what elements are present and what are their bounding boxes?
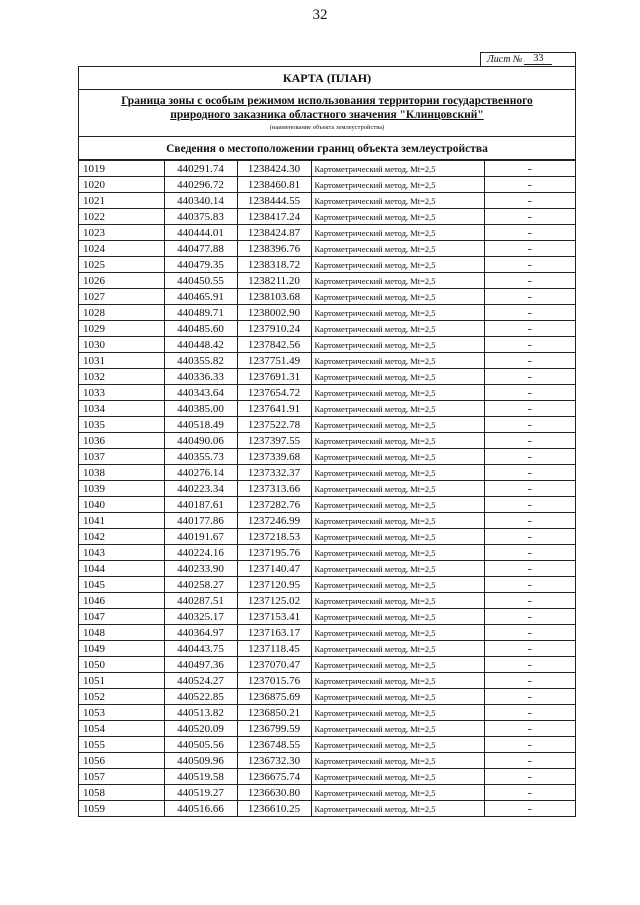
point-number: 1042 (79, 529, 164, 545)
point-number: 1026 (79, 273, 164, 289)
coordinate-y: 1238002.90 (237, 305, 311, 321)
table-row (79, 609, 575, 625)
table-row (79, 753, 575, 769)
object-name-line-1: Граница зоны с особым режимом использования территории государственного (121, 95, 533, 107)
point-number: 1045 (79, 577, 164, 593)
table-row (79, 513, 575, 529)
point-number: 1046 (79, 593, 164, 609)
determination-method: Картометрический метод, Mt=2,5 (311, 689, 484, 705)
point-number: 1023 (79, 225, 164, 241)
table-row (79, 465, 575, 481)
determination-method: Картометрический метод, Mt=2,5 (311, 593, 484, 609)
coordinate-x: 440187.61 (164, 497, 237, 513)
sheet-label: Лист № (487, 54, 523, 65)
coordinates-table-body (79, 161, 575, 817)
boundary-description: - (484, 337, 575, 353)
determination-method: Картометрический метод, Mt=2,5 (311, 177, 484, 193)
coordinate-x: 440448.42 (164, 337, 237, 353)
determination-method: Картометрический метод, Mt=2,5 (311, 657, 484, 673)
boundary-description: - (484, 529, 575, 545)
boundary-description: - (484, 465, 575, 481)
coordinate-x: 440450.55 (164, 273, 237, 289)
sheet-number-box (480, 52, 576, 66)
coordinate-x: 440340.14 (164, 193, 237, 209)
coordinate-x: 440520.09 (164, 721, 237, 737)
boundary-description: - (484, 433, 575, 449)
table-row (79, 689, 575, 705)
table-row (79, 529, 575, 545)
determination-method: Картометрический метод, Mt=2,5 (311, 209, 484, 225)
coordinate-y: 1237218.53 (237, 529, 311, 545)
coordinate-y: 1237339.68 (237, 449, 311, 465)
boundary-description: - (484, 417, 575, 433)
table-row (79, 225, 575, 241)
point-number: 1024 (79, 241, 164, 257)
boundary-description: - (484, 753, 575, 769)
table-row (79, 193, 575, 209)
point-number: 1039 (79, 481, 164, 497)
coordinate-x: 440489.71 (164, 305, 237, 321)
point-number: 1044 (79, 561, 164, 577)
determination-method: Картометрический метод, Mt=2,5 (311, 561, 484, 577)
boundary-description: - (484, 673, 575, 689)
sheet-number: 33 (524, 54, 552, 65)
determination-method: Картометрический метод, Mt=2,5 (311, 577, 484, 593)
coordinate-x: 440287.51 (164, 593, 237, 609)
determination-method: Картометрический метод, Mt=2,5 (311, 289, 484, 305)
determination-method: Картометрический метод, Mt=2,5 (311, 321, 484, 337)
determination-method: Картометрический метод, Mt=2,5 (311, 513, 484, 529)
coordinate-x: 440355.73 (164, 449, 237, 465)
coordinate-x: 440519.27 (164, 785, 237, 801)
point-number: 1057 (79, 769, 164, 785)
boundary-description: - (484, 769, 575, 785)
table-row (79, 497, 575, 513)
coordinate-x: 440516.66 (164, 801, 237, 817)
coordinate-y: 1237332.37 (237, 465, 311, 481)
coordinate-y: 1237118.45 (237, 641, 311, 657)
determination-method: Картометрический метод, Mt=2,5 (311, 641, 484, 657)
point-number: 1034 (79, 401, 164, 417)
determination-method: Картометрический метод, Mt=2,5 (311, 625, 484, 641)
coordinate-x: 440223.34 (164, 481, 237, 497)
point-number: 1037 (79, 449, 164, 465)
coordinate-y: 1236610.25 (237, 801, 311, 817)
table-row (79, 433, 575, 449)
determination-method: Картометрический метод, Mt=2,5 (311, 401, 484, 417)
table-row (79, 417, 575, 433)
table-row (79, 177, 575, 193)
table-row (79, 737, 575, 753)
coordinate-y: 1236875.69 (237, 689, 311, 705)
point-number: 1033 (79, 385, 164, 401)
determination-method: Картометрический метод, Mt=2,5 (311, 417, 484, 433)
table-row (79, 801, 575, 817)
table-row (79, 161, 575, 177)
boundary-description: - (484, 369, 575, 385)
coordinate-x: 440355.82 (164, 353, 237, 369)
coordinate-x: 440296.72 (164, 177, 237, 193)
point-number: 1041 (79, 513, 164, 529)
point-number: 1036 (79, 433, 164, 449)
coordinate-y: 1237120.95 (237, 577, 311, 593)
boundary-description: - (484, 305, 575, 321)
determination-method: Картометрический метод, Mt=2,5 (311, 721, 484, 737)
coordinate-x: 440465.91 (164, 289, 237, 305)
coordinate-x: 440177.86 (164, 513, 237, 529)
table-row (79, 481, 575, 497)
coordinates-table (79, 160, 575, 816)
coordinate-x: 440505.56 (164, 737, 237, 753)
point-number: 1055 (79, 737, 164, 753)
boundary-description: - (484, 593, 575, 609)
coordinate-y: 1237246.99 (237, 513, 311, 529)
coordinate-y: 1237751.49 (237, 353, 311, 369)
coordinate-y: 1237163.17 (237, 625, 311, 641)
determination-method: Картометрический метод, Mt=2,5 (311, 769, 484, 785)
coordinate-y: 1236850.21 (237, 705, 311, 721)
determination-method: Картометрический метод, Mt=2,5 (311, 801, 484, 817)
boundary-description: - (484, 705, 575, 721)
determination-method: Картометрический метод, Mt=2,5 (311, 385, 484, 401)
coordinate-y: 1237641.91 (237, 401, 311, 417)
table-row (79, 625, 575, 641)
boundary-description: - (484, 513, 575, 529)
boundary-description: - (484, 497, 575, 513)
coordinate-x: 440524.27 (164, 673, 237, 689)
coordinate-x: 440364.97 (164, 625, 237, 641)
determination-method: Картометрический метод, Mt=2,5 (311, 161, 484, 177)
boundary-description: - (484, 401, 575, 417)
point-number: 1050 (79, 657, 164, 673)
boundary-description: - (484, 577, 575, 593)
point-number: 1020 (79, 177, 164, 193)
determination-method: Картометрический метод, Mt=2,5 (311, 673, 484, 689)
point-number: 1048 (79, 625, 164, 641)
coordinate-y: 1238103.68 (237, 289, 311, 305)
table-row (79, 209, 575, 225)
coordinate-y: 1236732.30 (237, 753, 311, 769)
boundary-description: - (484, 545, 575, 561)
page-number: 32 (312, 7, 328, 23)
point-number: 1031 (79, 353, 164, 369)
coordinate-x: 440375.83 (164, 209, 237, 225)
coordinate-x: 440233.90 (164, 561, 237, 577)
determination-method: Картометрический метод, Mt=2,5 (311, 785, 484, 801)
coordinate-y: 1238417.24 (237, 209, 311, 225)
determination-method: Картометрический метод, Mt=2,5 (311, 753, 484, 769)
boundary-description: - (484, 257, 575, 273)
determination-method: Картометрический метод, Mt=2,5 (311, 465, 484, 481)
point-number: 1019 (79, 161, 164, 177)
determination-method: Картометрический метод, Mt=2,5 (311, 225, 484, 241)
boundary-description: - (484, 273, 575, 289)
determination-method: Картометрический метод, Mt=2,5 (311, 737, 484, 753)
table-row (79, 657, 575, 673)
point-number: 1051 (79, 673, 164, 689)
coordinate-y: 1237195.76 (237, 545, 311, 561)
determination-method: Картометрический метод, Mt=2,5 (311, 545, 484, 561)
table-row (79, 257, 575, 273)
table-row (79, 785, 575, 801)
determination-method: Картометрический метод, Mt=2,5 (311, 369, 484, 385)
table-row (79, 577, 575, 593)
table-row (79, 289, 575, 305)
table-row (79, 241, 575, 257)
coordinate-y: 1237015.76 (237, 673, 311, 689)
table-row (79, 721, 575, 737)
coordinate-x: 440509.96 (164, 753, 237, 769)
boundary-description: - (484, 609, 575, 625)
coordinate-y: 1237125.02 (237, 593, 311, 609)
coordinate-x: 440258.27 (164, 577, 237, 593)
determination-method: Картометрический метод, Mt=2,5 (311, 705, 484, 721)
point-number: 1056 (79, 753, 164, 769)
coordinate-y: 1236748.55 (237, 737, 311, 753)
determination-method: Картометрический метод, Mt=2,5 (311, 257, 484, 273)
coordinate-x: 440479.35 (164, 257, 237, 273)
table-row (79, 273, 575, 289)
boundary-description: - (484, 241, 575, 257)
boundary-description: - (484, 689, 575, 705)
boundary-description: - (484, 481, 575, 497)
object-name-block (79, 90, 575, 137)
point-number: 1028 (79, 305, 164, 321)
coordinate-y: 1237654.72 (237, 385, 311, 401)
point-number: 1022 (79, 209, 164, 225)
coordinate-y: 1237070.47 (237, 657, 311, 673)
determination-method: Картометрический метод, Mt=2,5 (311, 305, 484, 321)
boundary-description: - (484, 641, 575, 657)
table-row (79, 385, 575, 401)
table-row (79, 337, 575, 353)
determination-method: Картометрический метод, Mt=2,5 (311, 193, 484, 209)
coordinate-y: 1236799.59 (237, 721, 311, 737)
point-number: 1053 (79, 705, 164, 721)
coordinate-x: 440497.36 (164, 657, 237, 673)
boundary-description: - (484, 209, 575, 225)
determination-method: Картометрический метод, Mt=2,5 (311, 433, 484, 449)
boundary-description: - (484, 657, 575, 673)
table-row (79, 545, 575, 561)
determination-method: Картометрический метод, Mt=2,5 (311, 273, 484, 289)
determination-method: Картометрический метод, Mt=2,5 (311, 481, 484, 497)
point-number: 1025 (79, 257, 164, 273)
coordinate-x: 440291.74 (164, 161, 237, 177)
boundary-description: - (484, 321, 575, 337)
coordinate-y: 1238396.76 (237, 241, 311, 257)
coordinate-x: 440513.82 (164, 705, 237, 721)
coordinate-y: 1237522.78 (237, 417, 311, 433)
table-row (79, 401, 575, 417)
document-title: КАРТА (ПЛАН) (79, 67, 575, 90)
coordinate-x: 440485.60 (164, 321, 237, 337)
coordinate-y: 1238424.87 (237, 225, 311, 241)
boundary-description: - (484, 161, 575, 177)
determination-method: Картометрический метод, Mt=2,5 (311, 449, 484, 465)
point-number: 1054 (79, 721, 164, 737)
coordinate-y: 1237842.56 (237, 337, 311, 353)
boundary-description: - (484, 193, 575, 209)
table-row (79, 305, 575, 321)
coordinate-x: 440336.33 (164, 369, 237, 385)
coordinate-x: 440444.01 (164, 225, 237, 241)
coordinate-x: 440490.06 (164, 433, 237, 449)
boundary-description: - (484, 385, 575, 401)
boundary-description: - (484, 289, 575, 305)
object-name-caption: (наименование объекта землеустройства) (269, 124, 385, 131)
table-row (79, 593, 575, 609)
coordinate-y: 1238460.81 (237, 177, 311, 193)
coordinate-y: 1236675.74 (237, 769, 311, 785)
table-row (79, 353, 575, 369)
coordinate-y: 1238318.72 (237, 257, 311, 273)
coordinate-y: 1238444.55 (237, 193, 311, 209)
coordinate-x: 440443.75 (164, 641, 237, 657)
coordinate-x: 440276.14 (164, 465, 237, 481)
point-number: 1032 (79, 369, 164, 385)
document-frame (78, 66, 576, 817)
coordinate-x: 440343.64 (164, 385, 237, 401)
point-number: 1027 (79, 289, 164, 305)
coordinate-x: 440519.58 (164, 769, 237, 785)
point-number: 1021 (79, 193, 164, 209)
boundary-description: - (484, 353, 575, 369)
point-number: 1059 (79, 801, 164, 817)
table-row (79, 705, 575, 721)
point-number: 1058 (79, 785, 164, 801)
determination-method: Картометрический метод, Mt=2,5 (311, 529, 484, 545)
coordinate-y: 1237140.47 (237, 561, 311, 577)
table-row (79, 449, 575, 465)
point-number: 1035 (79, 417, 164, 433)
coordinate-y: 1237313.66 (237, 481, 311, 497)
boundary-description: - (484, 449, 575, 465)
table-row (79, 673, 575, 689)
table-row (79, 769, 575, 785)
boundary-description: - (484, 721, 575, 737)
boundary-description: - (484, 737, 575, 753)
coordinate-x: 440477.88 (164, 241, 237, 257)
point-number: 1040 (79, 497, 164, 513)
point-number: 1049 (79, 641, 164, 657)
coordinate-y: 1237282.76 (237, 497, 311, 513)
coordinate-y: 1237153.41 (237, 609, 311, 625)
determination-method: Картометрический метод, Mt=2,5 (311, 497, 484, 513)
coordinate-x: 440522.85 (164, 689, 237, 705)
coordinate-x: 440191.67 (164, 529, 237, 545)
determination-method: Картометрический метод, Mt=2,5 (311, 353, 484, 369)
determination-method: Картометрический метод, Mt=2,5 (311, 609, 484, 625)
point-number: 1030 (79, 337, 164, 353)
coordinate-y: 1237397.55 (237, 433, 311, 449)
table-row (79, 369, 575, 385)
point-number: 1047 (79, 609, 164, 625)
coordinate-y: 1238424.30 (237, 161, 311, 177)
coordinate-x: 440385.00 (164, 401, 237, 417)
coordinate-y: 1237910.24 (237, 321, 311, 337)
coordinate-x: 440325.17 (164, 609, 237, 625)
section-title: Сведения о местоположении границ объекта землеустройства (79, 137, 575, 160)
determination-method: Картометрический метод, Mt=2,5 (311, 337, 484, 353)
point-number: 1029 (79, 321, 164, 337)
object-name-line-2: природного заказника областного значения "Клинцовский" (170, 109, 484, 121)
boundary-description: - (484, 177, 575, 193)
boundary-description: - (484, 801, 575, 817)
boundary-description: - (484, 561, 575, 577)
table-row (79, 321, 575, 337)
determination-method: Картометрический метод, Mt=2,5 (311, 241, 484, 257)
coordinate-x: 440224.16 (164, 545, 237, 561)
boundary-description: - (484, 785, 575, 801)
coordinate-y: 1236630.80 (237, 785, 311, 801)
point-number: 1043 (79, 545, 164, 561)
boundary-description: - (484, 625, 575, 641)
coordinate-x: 440518.49 (164, 417, 237, 433)
point-number: 1038 (79, 465, 164, 481)
table-row (79, 641, 575, 657)
boundary-description: - (484, 225, 575, 241)
coordinate-y: 1237691.31 (237, 369, 311, 385)
table-row (79, 561, 575, 577)
coordinate-y: 1238211.20 (237, 273, 311, 289)
point-number: 1052 (79, 689, 164, 705)
